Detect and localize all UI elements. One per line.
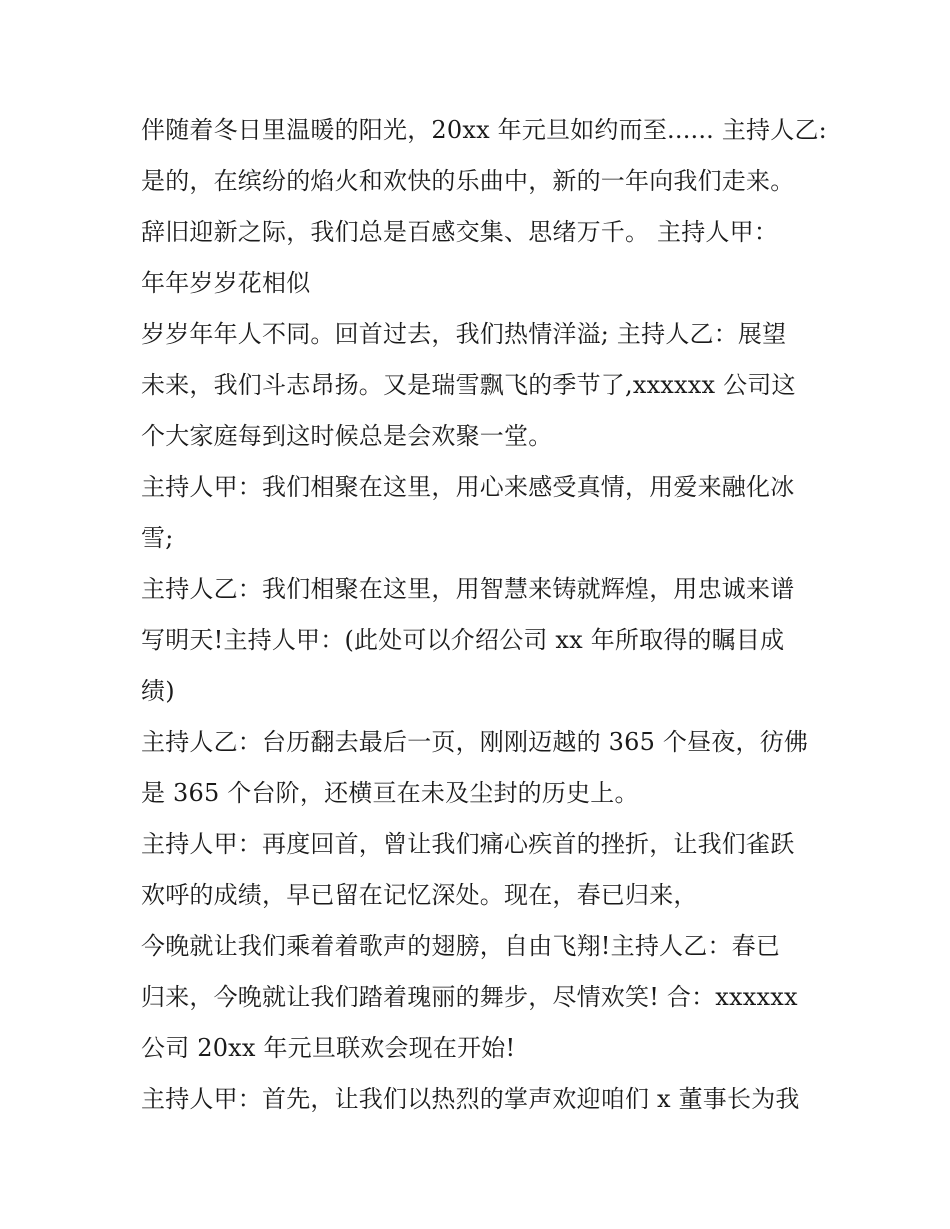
text-line: 写明天!主持人甲：(此处可以介绍公司 xx 年所取得的瞩目成 (141, 626, 785, 654)
text-line: 今晚就让我们乘着着歌声的翅膀，自由飞翔!主持人乙：春已 (141, 932, 781, 960)
text-line: 主持人乙：台历翻去最后一页，刚刚迈越的 365 个昼夜，彷佛 (141, 728, 809, 756)
text-line: 伴随着冬日里温暖的阳光，20xx 年元旦如约而至...... 主持人乙: (141, 116, 827, 144)
text-line: 主持人甲：再度回首，曾让我们痛心疾首的挫折，让我们雀跃 (141, 830, 795, 858)
text-line: 是 365 个台阶，还横亘在未及尘封的历史上。 (141, 779, 639, 807)
text-line: 欢呼的成绩，早已留在记忆深处。现在，春已归来， (141, 881, 698, 909)
text-line: 个大家庭每到这时候总是会欢聚一堂。 (141, 422, 553, 450)
text-line: 辞旧迎新之际，我们总是百感交集、思绪万千。 主持人甲： (141, 218, 779, 246)
text-line: 归来，今晚就让我们踏着瑰丽的舞步，尽情欢笑! 合：xxxxxx (141, 983, 798, 1011)
text-line: 雪; (141, 524, 174, 552)
text-line: 公司 20xx 年元旦联欢会现在开始! (141, 1034, 516, 1062)
text-line: 是的，在缤纷的焰火和欢快的乐曲中，新的一年向我们走来。 (141, 167, 795, 195)
text-line: 岁岁年年人不同。回首过去，我们热情洋溢; 主持人乙：展望 (141, 320, 787, 348)
text-line: 未来，我们斗志昂扬。又是瑞雪飘飞的季节了,xxxxxx 公司这 (141, 371, 796, 399)
text-line: 年年岁岁花相似 (141, 269, 311, 297)
text-line: 绩) (141, 677, 175, 705)
text-line: 主持人甲：我们相聚在这里，用心来感受真情，用爱来融化冰 (141, 473, 795, 501)
text-line: 主持人乙：我们相聚在这里，用智慧来铸就辉煌，用忠诚来谱 (141, 575, 795, 603)
text-line: 主持人甲：首先，让我们以热烈的掌声欢迎咱们 x 董事长为我 (141, 1085, 800, 1113)
document-body (141, 105, 827, 1125)
